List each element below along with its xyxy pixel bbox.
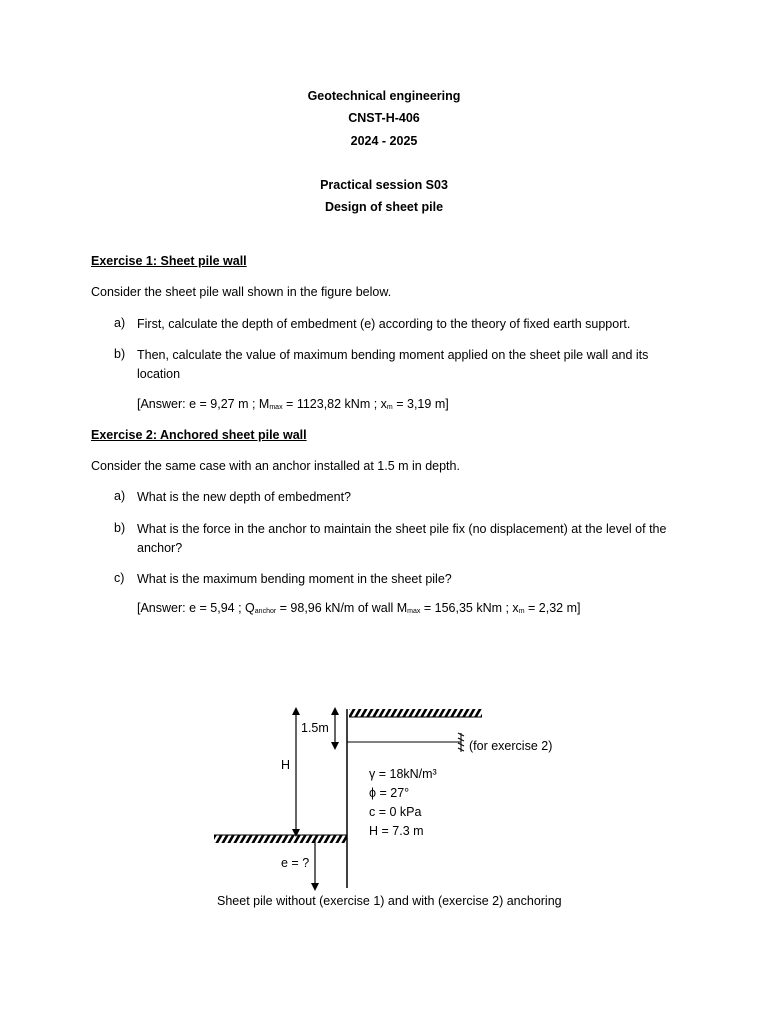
exercise1-item-a-text: First, calculate the depth of embedment (e) according to the theory of fixed earth support.: [137, 317, 631, 331]
label-cohesion: c = 0 kPa: [369, 805, 422, 819]
exercise1-item-b-text: Then, calculate the value of maximum bending moment applied on the sheet pile wall and its location: [137, 348, 649, 381]
course-title: Geotechnical engineering: [307, 89, 461, 103]
label-e: e = ?: [281, 856, 310, 870]
exercise1-intro: Consider the sheet pile wall shown in the figure below.: [91, 285, 392, 299]
label-anchor-depth: 1.5m: [301, 721, 329, 735]
course-code: CNST-H-406: [348, 111, 420, 125]
exercise2-item-b-text: What is the force in the anchor to maintain the sheet pile fix (no displacement) at the level of the anchor?: [137, 522, 667, 555]
upper-ground-surface: [349, 709, 482, 717]
exercise1-item-a-label: a): [114, 316, 126, 330]
exercise2-answer: [Answer: e = 5,94 ; $Q_{anchor} = 98,96$ kN/m of wall $M_{max} = 156,35$ kNm ; $x_m = 2,32$ m]: [137, 601, 581, 615]
lower-ground-surface: [214, 835, 347, 843]
exercise2-item-c-text: What is the maximum bending moment in the sheet pile?: [137, 572, 452, 586]
exercise1-answer: [Answer: e = 9,27 m ; $M_{max} = 1123,82$ kNm ; $x_m = 3,19$ m]: [137, 397, 449, 411]
session-title: Practical session S03: [320, 178, 448, 192]
exercise2-title: Exercise 2: Anchored sheet pile wall: [91, 428, 307, 442]
figure-caption: Sheet pile without (exercise 1) and with (exercise 2) anchoring: [217, 894, 562, 908]
exercise2-item-a-label: a): [114, 489, 126, 503]
label-H-value: H = 7.3 m: [369, 824, 424, 838]
academic-year: 2024 - 2025: [350, 134, 418, 148]
exercise1-title: Exercise 1: Sheet pile wall: [91, 254, 247, 268]
exercise2-item-a-text: What is the new depth of embedment?: [137, 490, 352, 504]
label-gamma: γ = 18kN/m³: [369, 767, 437, 781]
exercise2-item-b-label: b): [114, 521, 126, 535]
exercise1-item-b-label: b): [114, 347, 126, 361]
label-phi: ϕ = 27°: [369, 786, 410, 800]
exercise2-intro: Consider the same case with an anchor installed at 1.5 m in depth.: [91, 459, 460, 473]
label-H: H: [281, 758, 291, 772]
exercise2-item-c-label: c): [114, 571, 125, 585]
session-topic: Design of sheet pile: [324, 200, 444, 214]
label-anchor-note: (for exercise 2): [469, 739, 553, 753]
